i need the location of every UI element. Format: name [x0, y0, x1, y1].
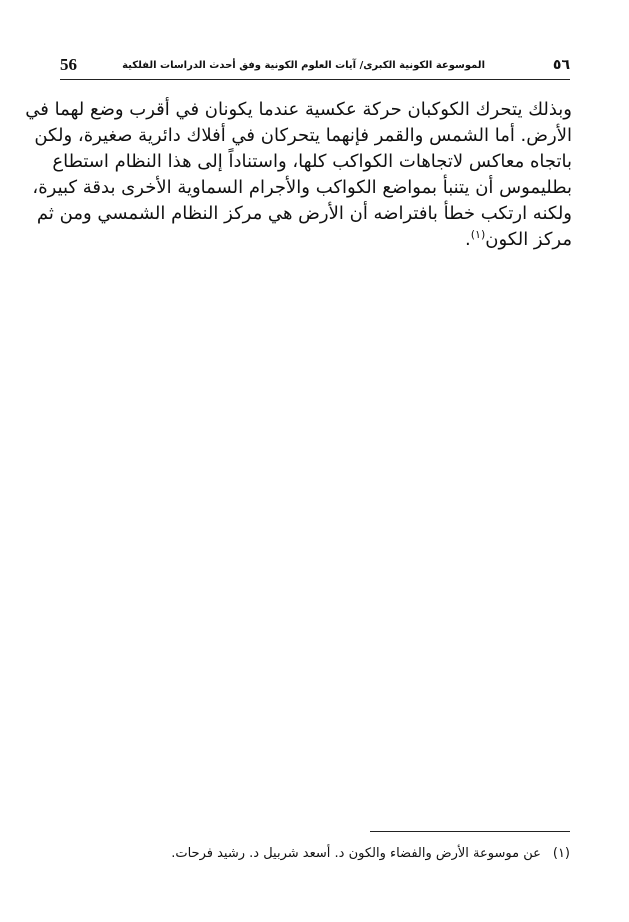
footnote-text: عن موسوعة الأرض والفضاء والكون د. أسعد شربيل د. رشيد فرحات.	[171, 846, 541, 861]
text-line-1: وبذلك يتحرك الكوكبان حركة عكسية عندما يكونان في أقرب وضع لهما في	[25, 99, 572, 120]
text-line-6	[60, 227, 572, 253]
page-number-arabic: ٥٦	[552, 57, 570, 73]
text-line-2: الأرض. أما الشمس والقمر فإنهما يتحركان في أفلاك دائرية صغيرة، ولكن	[34, 125, 572, 146]
footnote-separator	[370, 831, 570, 832]
last-line-period: .	[465, 229, 471, 250]
text-line-5: ولكنه ارتكب خطأ بافتراضه أن الأرض هي مركز النظام الشمسي ومن ثم	[36, 203, 572, 224]
footnote-marker: (١)	[552, 846, 570, 861]
footnote	[100, 844, 570, 864]
running-title: الموسوعة الكونية الكبرى/ آيات العلوم الكونية وفق أحدث الدراسات الفلكية	[122, 60, 485, 71]
page-number-latin: 56	[60, 55, 77, 74]
header-rule	[60, 79, 570, 80]
text-line-3: باتجاه معاكس لاتجاهات الكواكب كلها، واستناداً إلى هذا النظام استطاع	[52, 151, 572, 172]
page-header	[60, 55, 570, 79]
text-line-4: بطليموس أن يتنبأ بمواضع الكواكب والأجرام السماوية الأخرى بدقة كبيرة،	[32, 177, 572, 198]
last-line-text: مركز الكون	[485, 229, 572, 250]
body-paragraph	[25, 97, 572, 253]
footnote-reference: (١)	[470, 228, 486, 241]
